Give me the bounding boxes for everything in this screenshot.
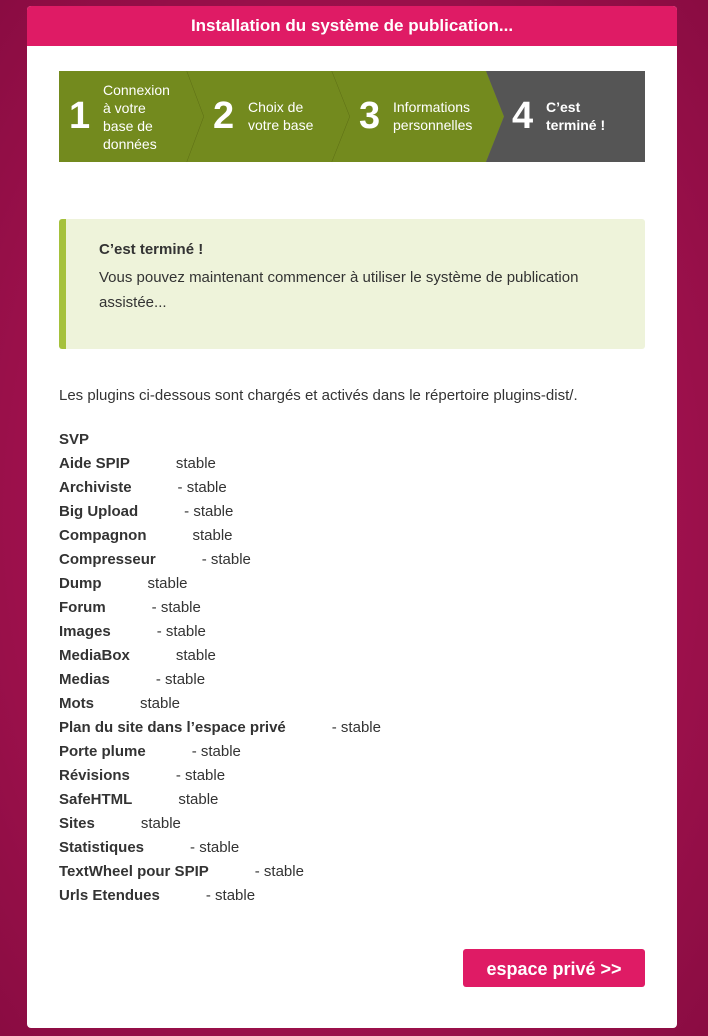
plugin-list [59, 428, 381, 908]
step-4-current [486, 71, 645, 162]
plugin-status: - stable [190, 839, 240, 856]
list-item [59, 452, 381, 476]
plugin-name: Forum [59, 599, 106, 616]
notice-text: Vous pouvez maintenant commencer à utiliser le système de publication assistée... [99, 269, 579, 311]
plugin-name: TextWheel pour SPIP [59, 863, 209, 880]
plugin-status: - stable [205, 887, 256, 904]
success-notice [59, 219, 645, 349]
step-number: 4 [512, 95, 534, 137]
list-item [59, 764, 381, 788]
plugin-name: SafeHTML [59, 791, 133, 808]
list-item [59, 716, 381, 740]
step-1 [59, 71, 204, 162]
plugin-status: stable [140, 695, 181, 712]
list-item [59, 596, 381, 620]
step-label: C’est terminé ! [546, 99, 606, 133]
step-label: Choix de votre base [248, 99, 314, 133]
list-item [59, 524, 381, 548]
list-item [59, 836, 381, 860]
step-3 [332, 71, 504, 162]
step-number: 2 [213, 95, 235, 137]
list-item [59, 500, 381, 524]
list-item [59, 788, 381, 812]
plugin-status: - stable [151, 599, 201, 616]
page-title: Installation du système de publication... [27, 6, 677, 46]
plugin-name: Aide SPIP [59, 455, 130, 472]
plugin-name: Images [59, 623, 111, 640]
plugin-status: - stable [191, 743, 241, 760]
step-number: 3 [359, 95, 381, 137]
step-label: Informations personnelles [393, 99, 473, 133]
list-item [59, 860, 381, 884]
plugin-name: Big Upload [59, 503, 139, 520]
plugin-status: - stable [201, 551, 251, 568]
plugin-status: - stable [331, 719, 381, 736]
plugin-status: - stable [184, 503, 234, 520]
list-item [59, 428, 381, 452]
plugin-status: stable [175, 647, 216, 664]
step-2 [187, 71, 350, 162]
list-item [59, 548, 381, 572]
plugin-name: Compagnon [59, 527, 147, 544]
step-label: Connexion à votre base de données [103, 82, 170, 152]
list-item [59, 884, 381, 908]
plugin-name: Mots [59, 695, 94, 712]
plugin-status: - stable [177, 479, 227, 496]
plugin-name: Sites [59, 815, 95, 832]
plugin-status: stable [192, 527, 233, 544]
plugin-name: Archiviste [59, 479, 132, 496]
plugin-name: Dump [59, 575, 102, 592]
plugin-name: Urls Etendues [59, 887, 160, 904]
steps-progress [59, 71, 645, 162]
plugin-name: Compresseur [59, 551, 156, 568]
plugin-name: Plan du site dans l’espace privé [59, 719, 286, 736]
plugin-name: Medias [59, 671, 110, 688]
step-number: 1 [69, 95, 91, 137]
list-item [59, 620, 381, 644]
plugin-name: MediaBox [59, 647, 130, 664]
list-item [59, 476, 381, 500]
plugin-name: SVP [59, 431, 90, 448]
plugin-status: - stable [155, 671, 206, 688]
list-item [59, 812, 381, 836]
plugin-status: stable [140, 815, 181, 832]
plugin-status: stable [147, 575, 188, 592]
notice-title: C’est terminé ! [99, 241, 204, 258]
plugin-status: stable [175, 455, 216, 472]
list-item [59, 572, 381, 596]
install-panel [27, 6, 677, 1028]
list-item [59, 668, 381, 692]
plugins-intro: Les plugins ci-dessous sont chargés et activés dans le répertoire plugins-dist/. [59, 387, 578, 404]
plugin-status: stable [178, 791, 219, 808]
plugin-status: - stable [175, 767, 226, 784]
list-item [59, 644, 381, 668]
list-item [59, 740, 381, 764]
plugin-name: Statistiques [59, 839, 145, 856]
private-area-button[interactable]: espace privé >> [463, 949, 645, 987]
plugin-name: Porte plume [59, 743, 146, 760]
plugin-status: - stable [156, 623, 206, 640]
plugin-name: Révisions [59, 767, 130, 784]
plugin-status: - stable [254, 863, 304, 880]
list-item [59, 692, 381, 716]
